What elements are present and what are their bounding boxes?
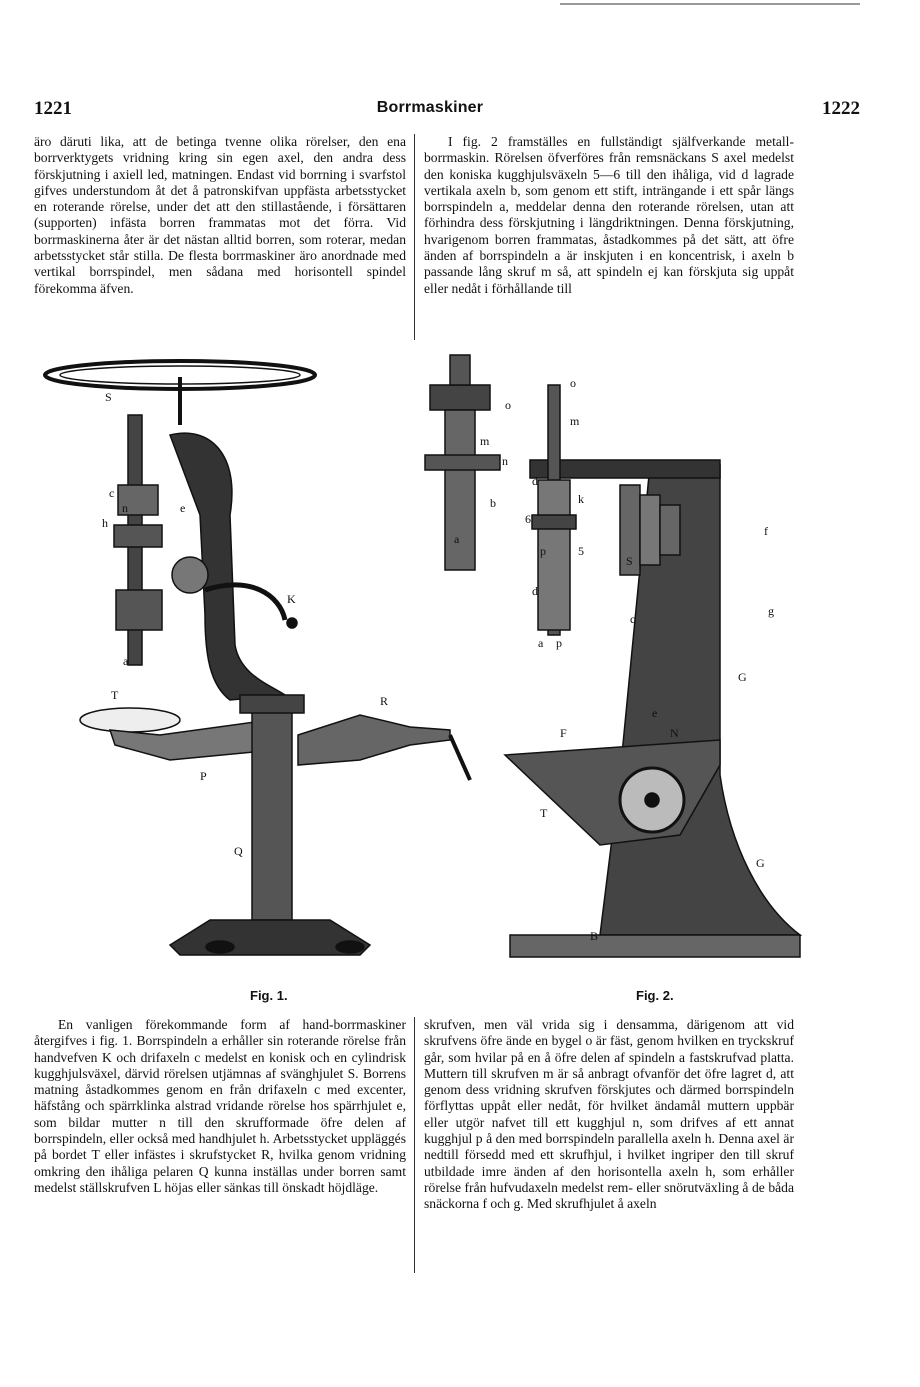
figure-label: G: [756, 856, 765, 870]
figure-label: f: [764, 524, 768, 538]
paragraph: En vanligen förekommande form af hand-borrmaskiner återgifves i fig. 1. Borrspindeln a erhåller sin roterande rörelse från handvefven K och drifaxeln c medelst en konisk och en cylindrisk kugghjulsväxel, därvid rörelsen utjämnas af svänghjulet S. Borrens matning åstadkommes genom en från drifaxeln c med excenter, häfstång och spärrklinka alstrad vridande rörelse hos spärrhjulet e, som bildar mutter n till den skrufformade öfre delen af borrspindeln, eller också med handhjulet h. Arbetsstycket uppläggés på bordet T eller infästes i skrufstycket R, hvilka genom vridning omkring den ihåliga pelaren Q kunna inställas under borren samt medelst ställskrufven L höjas eller sänkas till önskadt höjdläge.: [34, 1017, 406, 1195]
figure-1-caption: Fig. 1.: [250, 988, 288, 1003]
figure-label: m: [570, 414, 580, 428]
figure-label: G: [738, 670, 747, 684]
figure-label: d: [532, 474, 538, 488]
paragraph: I fig. 2 framställes en fullständigt själfverkande metall-borrmaskin. Rörelsen öfverföres från remsnäckans S axel medelst den koniska kugghjulsväxeln 5—6 till den ihåliga, vid d lagrade vertikala axeln b, som genom ett stift, inträngande i ett spår längs borrspindeln a, meddelar denna den roterande rörelsen, utan att förhindra dess förskjutning i längdriktningen. Denna förskjutning, hvarigenom borren frammatas, åstadkommes på det sätt, att öfre änden af borrspindeln a är inskjuten i en koncentrisk, i axeln b passande lång skruf m så, att spindeln ej kan förskjuta sig uppåt eller nedåt i förhållande till: [424, 134, 794, 296]
figure-label: S: [105, 390, 112, 404]
figure-label: T: [540, 806, 548, 820]
figure-label: m: [480, 434, 490, 448]
figure-label: F: [560, 726, 567, 740]
text-column-bottom-right: [424, 1017, 794, 1213]
figure-2-metal-drill: [420, 345, 810, 965]
figure-label: n: [122, 501, 128, 515]
page-number-left: 1221: [34, 98, 72, 119]
figure-label: S: [626, 554, 633, 568]
figure-label: h: [102, 516, 108, 530]
running-title: Borrmaskiner: [376, 99, 484, 116]
figure-label: Q: [234, 844, 243, 858]
paragraph: skrufven, men väl vrida sig i densamma, därigenom att vid skrufvens öfre ände en bygel o är fäst, genom hvilken en tryckskruf går, som hvilar på en å öfre delen af spindeln a fastskrufvad platta. Muttern till skrufven m är så anbragt ofvanför det öfre lagret d, att genom dess vridning skrufven förskjutes och därmed borrspindeln förflyttas uppåt eller nedåt, för hvilket ändamål muttern uppbär eller utgör nafvet till ett kugghjul n, som drifves af ett annat kugghjul p å den med borrspindeln parallella axeln h. Denna axel är nedtill försedd med ett skrufhjul, i hvilket ingriper den till skruf utbildade imre änden af den horisontella axeln h, som erhåller rörelse från hufvudaxeln medelst rem- eller snörutväxling å de båda snäckorna f och g. Med skrufhjulet å axeln: [424, 1017, 794, 1212]
figure-label: 5: [578, 544, 584, 558]
figure-label: n: [502, 454, 508, 468]
figure-label: a: [123, 654, 129, 668]
figure-label: c: [630, 612, 636, 626]
paragraph: äro däruti lika, att de betinga tvenne olika rörelser, den ena borrverktygets vridning kring sin egen axel, den andra dess förskjutning i axiell led, matningen. Endast vid borrning i svarfstol gifves understundom åt det å patronskifvan uppfästa arbetsstycket en roterande rörelse, under det att den stillastående, i försättaren (supporten) infästa borren frammatas mot det förra. Vid borrmaskinerna åter är det nästan alltid borren, som roterar, medan arbetsstycket står stilla. De flesta borrmaskiner äro anordnade med vertikal borrspindel, men sådana med horisontell spindel förekomma äfven.: [34, 134, 406, 296]
figure-label: P: [200, 769, 207, 783]
figure-label: p: [540, 544, 546, 558]
figure-label: d: [532, 584, 538, 598]
figure-label: a: [538, 636, 544, 650]
figure-label: B: [590, 929, 599, 943]
figure-label: o: [505, 398, 511, 412]
figure-label: 6: [525, 512, 531, 526]
text-column-top-left: [34, 134, 406, 297]
figure-label: o: [570, 376, 576, 390]
figure-label: p: [556, 636, 562, 650]
column-divider-bottom: [414, 1017, 415, 1273]
figure-label: N: [670, 726, 679, 740]
figure-label: R: [380, 694, 389, 708]
figure-label: k: [578, 492, 584, 506]
column-divider-top: [414, 134, 415, 340]
figure-label: a: [454, 532, 460, 546]
figure-label: g: [768, 604, 774, 618]
figure-label: e: [180, 501, 186, 515]
figure-label: b: [490, 496, 496, 510]
figure-label: e: [652, 706, 658, 720]
text-column-bottom-left: [34, 1017, 406, 1196]
text-column-top-right: [424, 134, 794, 297]
figure-label: K: [287, 592, 296, 606]
page-number-right: 1222: [822, 98, 860, 119]
scan-top-line: [560, 3, 860, 5]
figure-label: T: [111, 688, 119, 702]
figure-2-caption: Fig. 2.: [636, 988, 674, 1003]
figure-label: c: [109, 486, 115, 500]
